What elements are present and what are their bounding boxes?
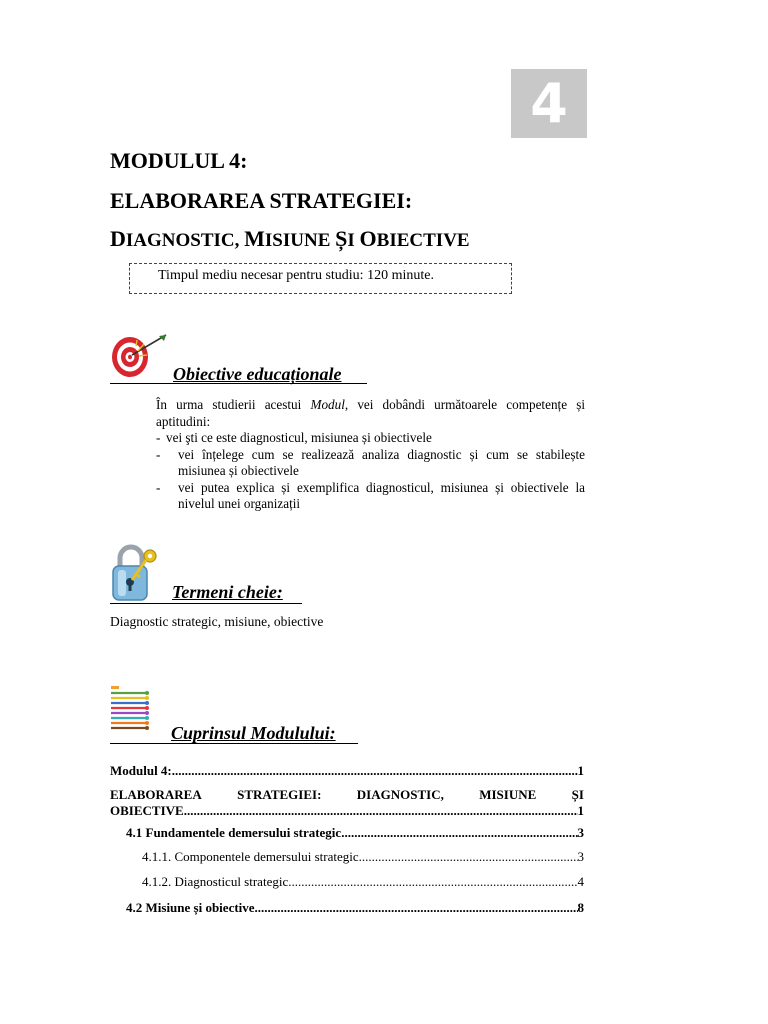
keywords-text: Diagnostic strategic, misiune, obiective: [110, 614, 324, 629]
module-title-line3: DIAGNOSTIC, MISIUNE ȘI OBIECTIVE: [110, 226, 470, 251]
colored-bookmarks-icon: [110, 684, 152, 736]
study-time-text: Timpul mediu necesar pentru studiu: 120 minute.: [158, 268, 434, 283]
keywords-rule: [110, 603, 302, 604]
chapter-number: 4: [530, 71, 568, 135]
toc-entry[interactable]: 4.1.2. Diagnosticul strategic ..... 4: [142, 874, 584, 890]
contents-heading: Cuprinsul Modulului:: [171, 723, 336, 743]
target-icon: [108, 330, 172, 382]
objectives-heading: Obiective educaționale: [173, 364, 342, 384]
list-item: - vei şti ce este diagnosticul, misiunea și obiectivele: [156, 430, 432, 445]
table-of-contents: [110, 763, 584, 923]
study-time-box: [129, 263, 512, 294]
toc-entry[interactable]: 4.1 Fundamentele demersului strategic ..... 3: [126, 825, 584, 841]
list-item: - vei putea explica și exemplifica diagnosticul, misiunea și obiectivele la nivelul unei organizații: [156, 479, 585, 511]
module-title-line1: MODULUL 4:: [110, 148, 248, 173]
chapter-number-box: [511, 69, 587, 138]
module-title-line2: ELABORAREA STRATEGIEI:: [110, 188, 413, 213]
toc-entry[interactable]: 4.2 Misiune și obiective ..... 8: [126, 900, 584, 916]
list-item: - vei înțelege cum se realizează analiza diagnostic și cum se stabilește misiunea și obiectivele: [156, 446, 585, 478]
toc-entry[interactable]: ELABORAREA STRATEGIEI: DIAGNOSTIC, MISIUNE ȘI OBIECTIVE ..... 1: [110, 787, 584, 819]
toc-entry[interactable]: Modulul 4: ..... 1: [110, 763, 584, 779]
objectives-list: [156, 430, 585, 513]
toc-entry[interactable]: 4.1.1. Componentele demersului strategic ..... 3: [142, 849, 584, 865]
objectives-intro: În urma studierii acestui Modul, vei dobândi următoarele competențe și aptitudini:: [156, 397, 585, 429]
keywords-heading: Termeni cheie:: [172, 582, 283, 602]
padlock-key-icon: [110, 542, 158, 602]
objectives-block: [156, 397, 585, 513]
